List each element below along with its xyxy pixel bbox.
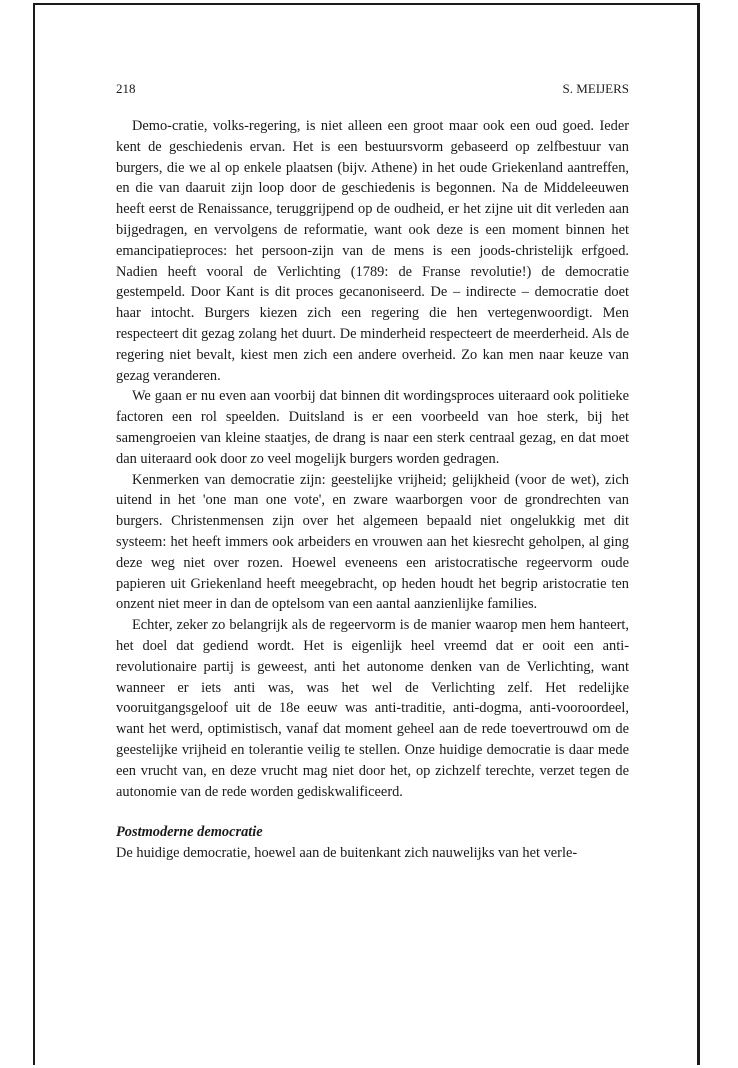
- paragraph-enlightenment: Echter, zeker zo belangrijk als de regeervorm is de manier waarop men hem hanteert, het doel dat gediend wordt. Het is eigenlijk heel vreemd dat er ooit een anti-revolutionaire partij is geweest, anti het autonome denken van de Verlichting, want wanneer er iets anti was, was het wel de Verlichting zelf. Het redelijke vooruitgangsgeloof uit de 18e eeuw was anti-traditie, anti-dogma, anti-vooroordeel, want het werd, optimistisch, vanaf dat moment geheel aan de rede toevertrouwd om de geestelijke vrijheid en tolerantie veilig te stellen. Onze huidige democratie is daar mede een vrucht van, en deze vrucht mag niet door het, op zichzelf terechte, verzet tegen de autonomie van de rede worden gediskwalificeerd.: [116, 617, 629, 800]
- running-title: S. MEIJERS: [562, 81, 629, 96]
- scan-border-right: [697, 3, 700, 1065]
- paragraph-political-factors: We gaan er nu even aan voorbij dat binnen dit wordingsproces uiteraard ook politieke factoren een rol speelden. Duitsland is er een voorbeeld van hoe sterk, bij het samengroeien van kleine staatjes, de drang is naar een sterk centraal gezag, en dat moet dan uiteraard ook door zo veel mogelijk burgers worden gedragen.: [116, 388, 629, 467]
- page-number: 218: [116, 81, 136, 96]
- body-text: [116, 116, 629, 864]
- running-head: [116, 80, 629, 98]
- section-first-line: De huidige democratie, hoewel aan de buitenkant zich nauwelijks van het verle-: [116, 845, 578, 862]
- scan-border-top: [34, 3, 700, 5]
- scan-border-left: [33, 3, 35, 1065]
- section-heading: Postmoderne democratie: [116, 824, 263, 841]
- paragraph-democracy-history: Demo-cratie, volks-regering, is niet alleen een groot maar ook een oud goed. Ieder kent de geschiedenis ervan. Het is een bestuursvorm gebaseerd op zelfbestuur van burgers, die we al op enkele plaatsen (bijv. Athene) in het oude Griekenland aantreffen, en die van daaruit zijn loop door de geschiedenis is begonnen. Na de Middeleeuwen heeft eerst de Renaissance, teruggrijpend op de oudheid, er het zijne uit dit verleden aan bijgedragen, en vervolgens de reformatie, want ook deze is een moment binnen het emancipatieproces: het persoon-zijn van de mens is een joods-christelijk erfgoed. Nadien heeft vooral de Verlichting (1789: de Franse revolutie!) de democratie gestempeld. Door Kant is dit proces gecanoniseerd. De – indirecte – democratie doet haar intocht. Burgers kiezen zich een regering die hen vertegenwoordigt. Men respecteert dit gezag zolang het duurt. De minderheid respecteert de meerderheid. Als de regering niet bevalt, kiest men zich een andere overheid. Zo kan men naar keuze van gezag veranderen.: [116, 118, 629, 384]
- paragraph-democracy-characteristics: Kenmerken van democratie zijn: geestelijke vrijheid; gelijkheid (voor de wet), zich uitend in het 'one man one vote', en zware waarborgen voor de grondrechten van burgers. Christenmensen zijn over het algemeen bepaald niet ongelukkig met dit systeem: het heeft immers ook arbeiders en vrouwen aan het kiesrecht geholpen, al ging deze weg niet over rozen. Hoewel eveneens een aristocratische regeervorm oude papieren uit Griekenland heeft meegebracht, op heden houdt het begrip aristocratie ten onzent niet meer in dan de optelsom van een aantal aanzienlijke families.: [116, 471, 629, 613]
